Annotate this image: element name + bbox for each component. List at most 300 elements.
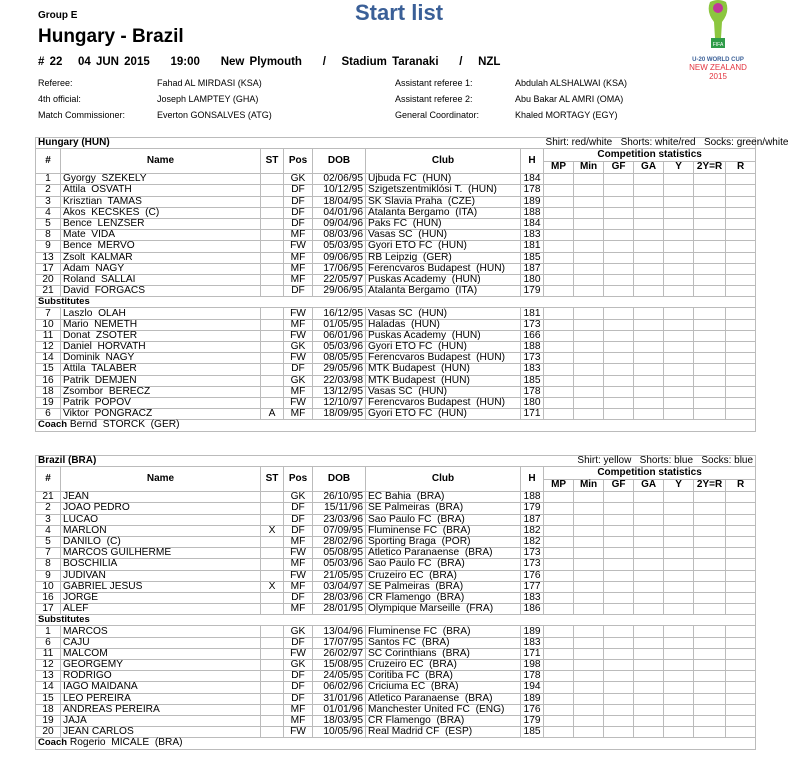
player-position: DF	[284, 196, 313, 207]
player-position: FW	[284, 353, 313, 364]
stat-cell	[574, 274, 604, 285]
stat-cell	[694, 626, 726, 637]
player-height: 184	[521, 174, 544, 185]
stat-cell	[604, 536, 634, 547]
player-number: 4	[36, 207, 61, 218]
team-kit: Shirt: red/white Shorts: white/red Socks: green/white	[545, 137, 789, 149]
stat-cell	[544, 409, 574, 420]
team-kit: Shirt: yellow Shorts: blue Socks: blue	[544, 456, 756, 467]
stat-cell	[574, 570, 604, 581]
stat-cell	[574, 559, 604, 570]
player-club: SE Palmeiras (BRA)	[366, 581, 521, 592]
stat-cell	[664, 660, 694, 671]
stat-cell	[574, 704, 604, 715]
player-name: JEAN CARLOS	[61, 727, 261, 738]
stat-cell	[634, 525, 664, 536]
player-height: 194	[521, 682, 544, 693]
player-name: MARCOS	[61, 626, 261, 637]
stat-cell	[544, 648, 574, 659]
stat-cell	[544, 704, 574, 715]
stat-cell	[634, 174, 664, 185]
stat-cell	[664, 604, 694, 615]
stat-cell	[604, 525, 634, 536]
player-name: Patrik POPOV	[61, 397, 261, 408]
official-value: Abu Bakar AL AMRI (OMA)	[515, 94, 624, 104]
stat-cell	[664, 525, 694, 536]
tournament-logo	[683, 0, 753, 80]
stat-cell	[726, 682, 756, 693]
player-name: Dominik NAGY	[61, 353, 261, 364]
stat-cell	[634, 353, 664, 364]
player-dob: 13/04/96	[313, 626, 366, 637]
player-number: 2	[36, 503, 61, 514]
player-position: MF	[284, 581, 313, 592]
player-status	[261, 660, 284, 671]
stat-cell	[694, 207, 726, 218]
player-position: FW	[284, 570, 313, 581]
stats-title: Competition statistics	[544, 149, 756, 162]
stat-cell	[694, 581, 726, 592]
player-row	[36, 364, 756, 375]
stat-cell	[604, 559, 634, 570]
player-name: JEAN	[61, 492, 261, 503]
player-name: CAJU	[61, 637, 261, 648]
stat-cell	[726, 218, 756, 229]
stat-cell	[604, 604, 634, 615]
stat-cell	[604, 263, 634, 274]
player-club: Olympique Marseille (FRA)	[366, 604, 521, 615]
stat-cell	[604, 648, 634, 659]
stats-header-GF: GF	[604, 479, 634, 492]
player-club: Sporting Braga (POR)	[366, 536, 521, 547]
player-row	[36, 626, 756, 637]
player-status: A	[261, 409, 284, 420]
stat-cell	[726, 263, 756, 274]
stat-cell	[634, 409, 664, 420]
player-dob: 15/11/96	[313, 503, 366, 514]
stat-cell	[726, 364, 756, 375]
stat-cell	[726, 196, 756, 207]
player-height: 185	[521, 727, 544, 738]
player-club: Sao Paulo FC (BRA)	[366, 514, 521, 525]
player-name: Mario NEMETH	[61, 319, 261, 330]
player-position: MF	[284, 230, 313, 241]
stat-cell	[544, 174, 574, 185]
player-name: Mate VIDA	[61, 230, 261, 241]
stat-cell	[634, 604, 664, 615]
stat-cell	[634, 536, 664, 547]
stat-cell	[694, 682, 726, 693]
player-dob: 18/03/95	[313, 715, 366, 726]
stat-cell	[574, 660, 604, 671]
stat-cell	[634, 386, 664, 397]
player-position: MF	[284, 386, 313, 397]
player-name: Zsombor BERECZ	[61, 386, 261, 397]
player-club: MTK Budapest (HUN)	[366, 364, 521, 375]
player-position: DF	[284, 525, 313, 536]
stat-cell	[544, 604, 574, 615]
stat-cell	[574, 581, 604, 592]
stat-cell	[604, 727, 634, 738]
stat-cell	[664, 342, 694, 353]
stat-cell	[544, 274, 574, 285]
player-number: 12	[36, 660, 61, 671]
stat-cell	[726, 592, 756, 603]
stat-cell	[634, 319, 664, 330]
stat-cell	[544, 581, 574, 592]
stat-cell	[604, 375, 634, 386]
official-label: 4th official:	[38, 94, 81, 104]
stat-cell	[634, 263, 664, 274]
player-number: 17	[36, 604, 61, 615]
stat-cell	[664, 581, 694, 592]
stat-cell	[664, 263, 694, 274]
player-club: Vasas SC (HUN)	[366, 308, 521, 319]
stat-cell	[634, 693, 664, 704]
player-status	[261, 386, 284, 397]
player-dob: 08/05/95	[313, 353, 366, 364]
player-position: MF	[284, 715, 313, 726]
stat-cell	[634, 581, 664, 592]
player-club: Atletico Paranaense (BRA)	[366, 548, 521, 559]
stat-cell	[726, 274, 756, 285]
stat-cell	[694, 570, 726, 581]
stat-cell	[544, 252, 574, 263]
player-row	[36, 274, 756, 285]
player-dob: 29/06/95	[313, 286, 366, 297]
player-club: Ferencvaros Budapest (HUN)	[366, 263, 521, 274]
player-name: Laszlo OLAH	[61, 308, 261, 319]
stat-cell	[544, 503, 574, 514]
player-status	[261, 715, 284, 726]
stat-cell	[634, 570, 664, 581]
stat-cell	[664, 397, 694, 408]
stat-cell	[694, 263, 726, 274]
player-dob: 23/03/96	[313, 514, 366, 525]
stats-header-Min: Min	[574, 161, 604, 174]
player-club: Coritiba FC (BRA)	[366, 671, 521, 682]
player-dob: 04/01/96	[313, 207, 366, 218]
player-name: Daniel HORVATH	[61, 342, 261, 353]
stat-cell	[726, 397, 756, 408]
player-row	[36, 548, 756, 559]
player-dob: 07/09/95	[313, 525, 366, 536]
column-header-dob: DOB	[313, 467, 366, 492]
player-number: 14	[36, 353, 61, 364]
stat-cell	[694, 330, 726, 341]
player-dob: 24/05/95	[313, 671, 366, 682]
player-number: 5	[36, 536, 61, 547]
stat-cell	[604, 319, 634, 330]
player-number: 19	[36, 397, 61, 408]
stat-cell	[694, 704, 726, 715]
stat-cell	[604, 218, 634, 229]
player-number: 8	[36, 230, 61, 241]
player-number: 7	[36, 548, 61, 559]
player-dob: 06/02/96	[313, 682, 366, 693]
stat-cell	[664, 386, 694, 397]
stat-cell	[694, 548, 726, 559]
player-name: ALEF	[61, 604, 261, 615]
player-status	[261, 637, 284, 648]
player-position: DF	[284, 693, 313, 704]
player-number: 15	[36, 364, 61, 375]
player-position: FW	[284, 330, 313, 341]
stat-cell	[726, 581, 756, 592]
stat-cell	[726, 637, 756, 648]
player-row	[36, 308, 756, 319]
stat-cell	[544, 308, 574, 319]
substitutes-row	[36, 615, 756, 626]
stat-cell	[604, 492, 634, 503]
stat-cell	[604, 286, 634, 297]
official-label: Assistant referee 2:	[395, 94, 473, 104]
stat-cell	[574, 252, 604, 263]
player-position: DF	[284, 637, 313, 648]
stat-cell	[694, 715, 726, 726]
stat-cell	[574, 353, 604, 364]
player-status	[261, 514, 284, 525]
player-row	[36, 559, 756, 570]
player-status	[261, 364, 284, 375]
group-label: Group E	[38, 10, 78, 21]
official-value: Fahad AL MIRDASI (KSA)	[157, 78, 262, 88]
player-position: DF	[284, 207, 313, 218]
stats-header-Min: Min	[574, 479, 604, 492]
player-height: 181	[521, 241, 544, 252]
stat-cell	[604, 409, 634, 420]
stat-cell	[664, 492, 694, 503]
player-name: ANDREAS PEREIRA	[61, 704, 261, 715]
stat-cell	[574, 626, 604, 637]
coach-label: Coach	[38, 737, 68, 749]
player-status	[261, 241, 284, 252]
stat-cell	[634, 342, 664, 353]
player-dob: 08/03/96	[313, 230, 366, 241]
stat-cell	[574, 671, 604, 682]
player-row	[36, 230, 756, 241]
player-height: 173	[521, 559, 544, 570]
player-height: 177	[521, 581, 544, 592]
stat-cell	[574, 230, 604, 241]
player-row	[36, 263, 756, 274]
logo-line-3: NEW ZEALAND 2015	[689, 63, 747, 81]
player-position: DF	[284, 185, 313, 196]
stat-cell	[574, 548, 604, 559]
stat-cell	[664, 637, 694, 648]
substitutes-label: Substitutes	[36, 297, 756, 308]
stat-cell	[634, 364, 664, 375]
player-status	[261, 207, 284, 218]
stat-cell	[694, 274, 726, 285]
stat-cell	[604, 342, 634, 353]
player-position: GK	[284, 342, 313, 353]
stat-cell	[544, 671, 574, 682]
stat-cell	[694, 174, 726, 185]
stat-cell	[726, 174, 756, 185]
player-club: Ujbuda FC (HUN)	[366, 174, 521, 185]
stat-cell	[664, 409, 694, 420]
player-status	[261, 626, 284, 637]
player-status	[261, 218, 284, 229]
stat-cell	[574, 286, 604, 297]
official-value: Khaled MORTAGY (EGY)	[515, 110, 618, 120]
stat-cell	[726, 604, 756, 615]
page-title: Start list	[355, 0, 444, 25]
player-club: Fluminense FC (BRA)	[366, 626, 521, 637]
stat-cell	[694, 241, 726, 252]
stat-cell	[694, 559, 726, 570]
player-height: 180	[521, 274, 544, 285]
team-header-row	[36, 138, 756, 149]
stat-cell	[726, 409, 756, 420]
stat-cell	[574, 386, 604, 397]
player-row	[36, 592, 756, 603]
player-number: 13	[36, 252, 61, 263]
stat-cell	[694, 604, 726, 615]
player-height: 183	[521, 592, 544, 603]
player-club: EC Bahia (BRA)	[366, 492, 521, 503]
player-name: Attila TALABER	[61, 364, 261, 375]
stat-cell	[726, 286, 756, 297]
player-club: Haladas (HUN)	[366, 319, 521, 330]
player-height: 166	[521, 330, 544, 341]
coach-label: Coach	[38, 419, 68, 431]
stat-cell	[634, 704, 664, 715]
player-status	[261, 353, 284, 364]
column-header-row	[36, 149, 756, 162]
trophy-icon	[698, 0, 738, 52]
player-position: DF	[284, 514, 313, 525]
stat-cell	[604, 386, 634, 397]
stat-cell	[694, 648, 726, 659]
player-height: 188	[521, 492, 544, 503]
official-value: Joseph LAMPTEY (GHA)	[157, 94, 259, 104]
player-height: 185	[521, 375, 544, 386]
stat-cell	[604, 660, 634, 671]
player-club: Vasas SC (HUN)	[366, 230, 521, 241]
stat-cell	[664, 319, 694, 330]
match-title: Hungary - Brazil	[38, 26, 184, 47]
coach-name: Bernd STORCK (GER)	[69, 419, 180, 431]
official-label: Referee:	[38, 78, 73, 88]
stat-cell	[634, 252, 664, 263]
stat-cell	[726, 386, 756, 397]
stat-cell	[574, 185, 604, 196]
stat-cell	[664, 330, 694, 341]
stat-cell	[694, 671, 726, 682]
stat-cell	[694, 196, 726, 207]
player-position: FW	[284, 241, 313, 252]
player-club: Gyori ETO FC (HUN)	[366, 241, 521, 252]
stat-cell	[634, 375, 664, 386]
stat-cell	[664, 536, 694, 547]
player-dob: 05/03/96	[313, 342, 366, 353]
player-position: GK	[284, 174, 313, 185]
player-row	[36, 581, 756, 592]
player-dob: 22/05/97	[313, 274, 366, 285]
stat-cell	[726, 514, 756, 525]
player-number: 6	[36, 409, 61, 420]
player-club: Atalanta Bergamo (ITA)	[366, 207, 521, 218]
stat-cell	[664, 626, 694, 637]
stat-cell	[726, 319, 756, 330]
player-row	[36, 185, 756, 196]
stat-cell	[604, 503, 634, 514]
column-header-club: Club	[366, 467, 521, 492]
substitutes-label: Substitutes	[36, 615, 756, 626]
player-number: 11	[36, 330, 61, 341]
column-header-club: Club	[366, 149, 521, 174]
player-position: MF	[284, 263, 313, 274]
coach-name: Rogerio MICALE (BRA)	[69, 737, 183, 749]
player-position: MF	[284, 536, 313, 547]
player-club: MTK Budapest (HUN)	[366, 375, 521, 386]
player-dob: 26/10/95	[313, 492, 366, 503]
stat-cell	[574, 196, 604, 207]
stat-cell	[544, 536, 574, 547]
player-name: Gyorgy SZEKELY	[61, 174, 261, 185]
player-height: 185	[521, 252, 544, 263]
player-dob: 09/04/96	[313, 218, 366, 229]
player-name: IAGO MAIDANA	[61, 682, 261, 693]
player-row	[36, 682, 756, 693]
player-number: 9	[36, 570, 61, 581]
stat-cell	[694, 286, 726, 297]
player-height: 178	[521, 671, 544, 682]
player-number: 20	[36, 727, 61, 738]
stat-cell	[604, 693, 634, 704]
player-row	[36, 353, 756, 364]
player-club: Atalanta Bergamo (ITA)	[366, 286, 521, 297]
player-height: 176	[521, 570, 544, 581]
player-name: Bence MERVO	[61, 241, 261, 252]
player-status	[261, 319, 284, 330]
player-dob: 22/03/98	[313, 375, 366, 386]
player-height: 188	[521, 207, 544, 218]
player-number: 3	[36, 514, 61, 525]
stat-cell	[574, 263, 604, 274]
stat-cell	[664, 207, 694, 218]
player-dob: 13/12/95	[313, 386, 366, 397]
stat-cell	[544, 196, 574, 207]
player-name: JAJA	[61, 715, 261, 726]
stat-cell	[664, 727, 694, 738]
official-label: Assistant referee 1:	[395, 78, 473, 88]
stat-cell	[544, 592, 574, 603]
stats-header-MP: MP	[544, 479, 574, 492]
match-info: # 22 04 JUN 2015 19:00 New Plymouth / Stadium Taranaki / NZL	[38, 56, 501, 68]
player-number: 2	[36, 185, 61, 196]
stat-cell	[694, 397, 726, 408]
player-position: FW	[284, 648, 313, 659]
player-row	[36, 241, 756, 252]
player-name: JUDIVAN	[61, 570, 261, 581]
player-status: X	[261, 581, 284, 592]
player-dob: 09/06/95	[313, 252, 366, 263]
stat-cell	[664, 196, 694, 207]
player-name: GABRIEL JESUS	[61, 581, 261, 592]
player-position: GK	[284, 626, 313, 637]
player-name: JOAO PEDRO	[61, 503, 261, 514]
stat-cell	[694, 492, 726, 503]
player-name: Krisztian TAMAS	[61, 196, 261, 207]
player-club: Santos FC (BRA)	[366, 637, 521, 648]
player-position: DF	[284, 364, 313, 375]
player-name: GEORGEMY	[61, 660, 261, 671]
stat-cell	[604, 682, 634, 693]
stat-cell	[726, 525, 756, 536]
